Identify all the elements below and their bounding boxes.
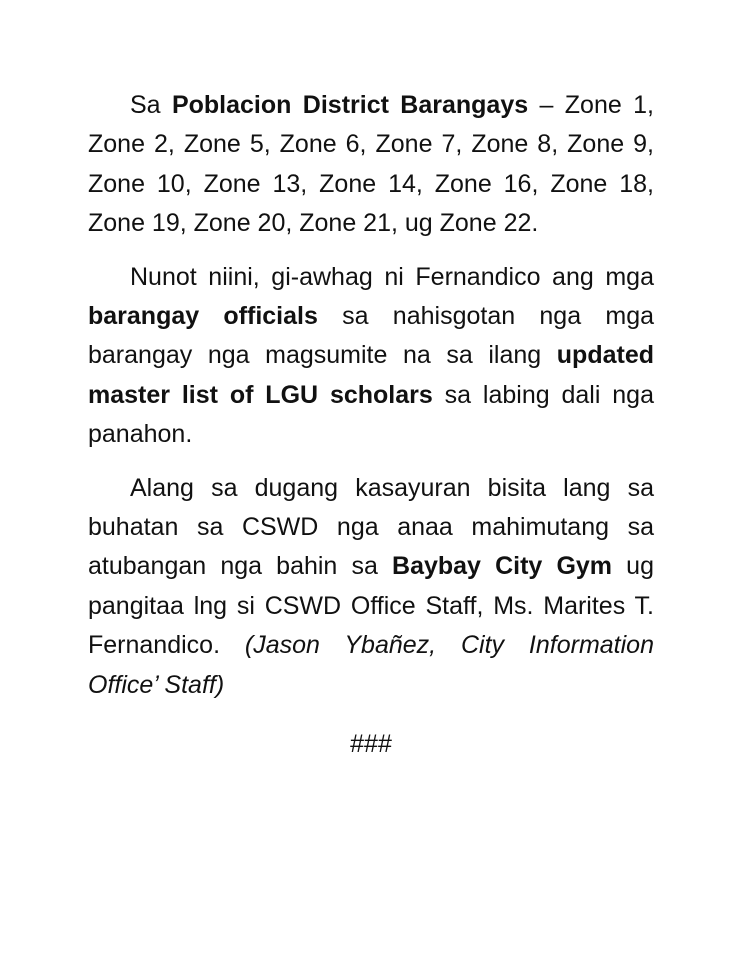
text-segment: Sa [130, 91, 172, 119]
end-of-article-mark: ### [350, 730, 392, 759]
text-segment: Nunot niini, gi-awhag ni Fernandico ang mga [130, 262, 654, 291]
bold-text-barangay-officials: barangay officials [88, 302, 318, 331]
paragraph-cswd-office [88, 469, 654, 705]
text-segment: ug pangitaa lng si CSWD Office Staff, Ms. Marites T. Fernandico. [88, 552, 654, 660]
italic-text-byline: (Jason Ybañez, City Information Office’ Staff) [88, 631, 654, 699]
paragraph-barangay-officials [88, 258, 654, 455]
text-segment: – Zone 1, Zone 2, Zone 5, Zone 6, Zone 7, Zone 8, Zone 9, Zone 10, Zone 13, Zone 14, Zone 16, Zone 18, Zone 19, Zone 20, Zone 21, ug Zone 22. [88, 91, 654, 238]
bold-text-poblacion-district: Poblacion District Barangays [171, 91, 529, 119]
document-body [88, 86, 654, 764]
paragraph-poblacion-zones [88, 86, 654, 244]
text-segment: sa labing dali nga panahon. [88, 380, 654, 449]
bold-text-baybay-city-gym: Baybay City Gym [392, 552, 613, 581]
text-segment: Alang sa dugang kasayuran bisita lang sa buhatan sa CSWD nga anaa mahimutang sa atubangan nga bahin sa [88, 473, 654, 581]
text-segment: sa nahisgotan nga mga barangay nga magsumite na sa ilang [88, 302, 654, 370]
bold-text-master-list: updated master list of LGU scholars [88, 341, 654, 409]
